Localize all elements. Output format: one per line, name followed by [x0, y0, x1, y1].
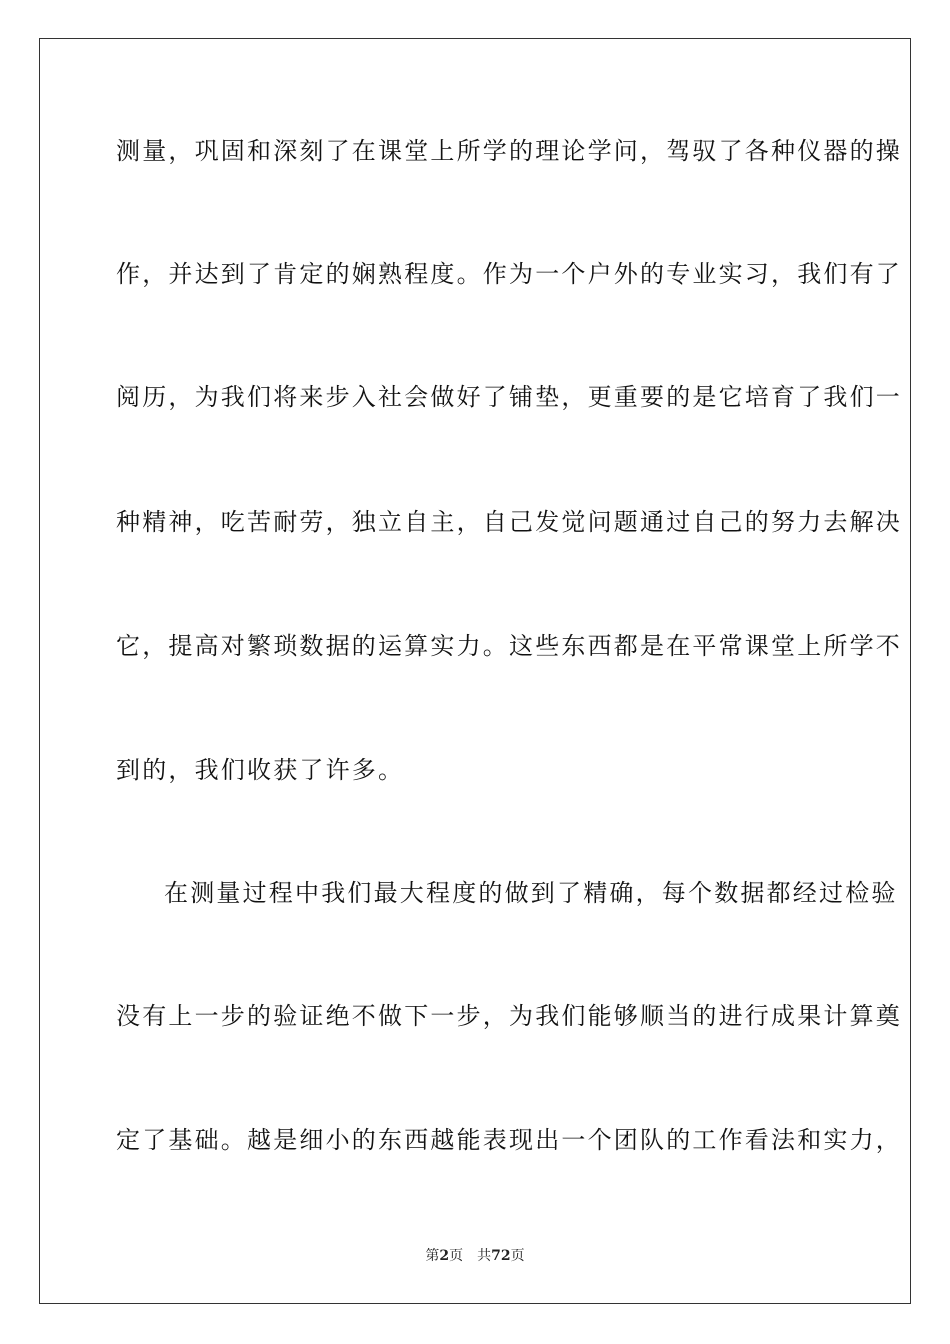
total-prefix: 共: [477, 1248, 492, 1264]
page-border: [39, 38, 911, 1304]
paragraph-line-7: 在测量过程中我们最大程度的做到了精确，每个数据都经过检验: [164, 879, 898, 907]
page-number: 2: [439, 1248, 450, 1264]
page-footer: [0, 1247, 950, 1265]
paragraph-line-9: 定了基础。越是细小的东西越能表现出一个团队的工作看法和实力，: [116, 1126, 902, 1154]
paragraph-line-4: 种精神，吃苦耐劳，独立自主，自己发觉问题通过自己的努力去解决: [116, 508, 902, 536]
total-suffix: 页: [510, 1248, 525, 1264]
paragraph-line-6: 到的，我们收获了许多。: [116, 756, 405, 784]
paragraph-line-2: 作，并达到了肯定的娴熟程度。作为一个户外的专业实习，我们有了: [116, 260, 902, 288]
total-pages: 72: [491, 1248, 511, 1264]
paragraph-line-5: 它，提高对繁琐数据的运算实力。这些东西都是在平常课堂上所学不: [116, 632, 902, 660]
paragraph-line-3: 阅历，为我们将来步入社会做好了铺垫，更重要的是它培育了我们一: [116, 383, 902, 411]
paragraph-line-1: 测量，巩固和深刻了在课堂上所学的理论学问，驾驭了各种仪器的操: [116, 137, 902, 165]
page-prefix: 第: [425, 1248, 440, 1264]
page-suffix: 页: [449, 1248, 464, 1264]
paragraph-line-8: 没有上一步的验证绝不做下一步，为我们能够顺当的进行成果计算奠: [116, 1002, 902, 1030]
